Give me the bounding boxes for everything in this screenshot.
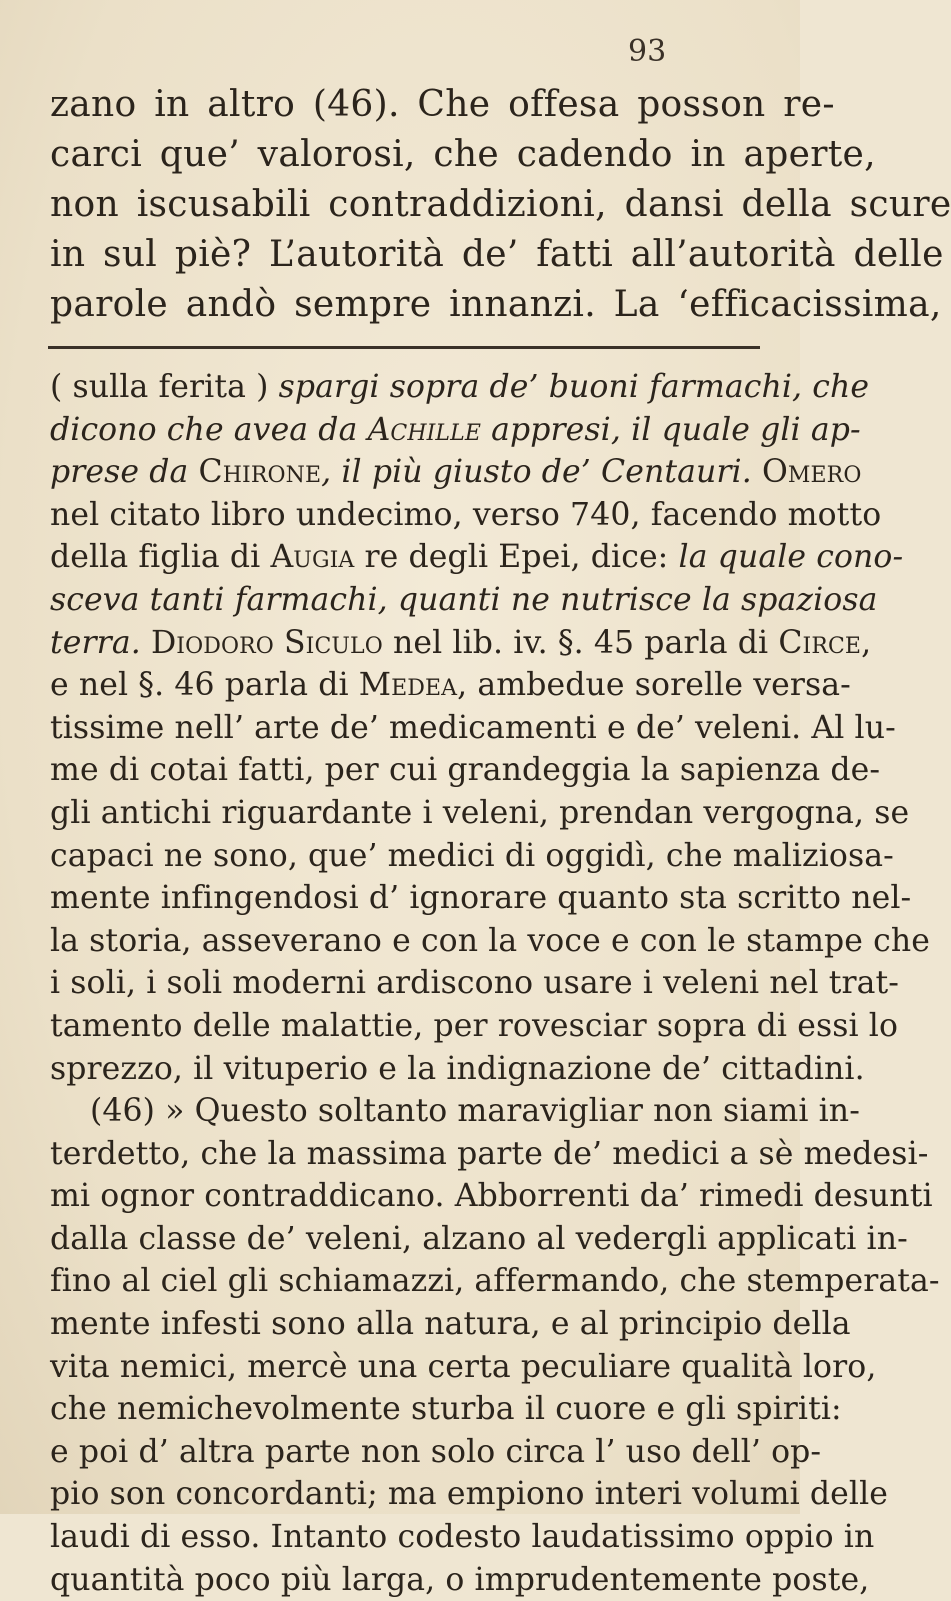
text-span: e nel §. 46 parla di bbox=[50, 667, 359, 704]
footnote-line: e poi d’ altra parte non solo circa l’ uso dell’ op- bbox=[50, 1433, 822, 1470]
footnote-line: tissime nell’ arte de’ medicamenti e de’ veleni. Al lu- bbox=[50, 709, 896, 746]
italic-span: appresi, il quale gli ap- bbox=[481, 411, 861, 448]
footnote-line bbox=[50, 622, 872, 665]
footnote-line: sprezzo, il vituperio e la indignazione de’ cittadini. bbox=[50, 1050, 865, 1087]
italic-span: dicono che avea da bbox=[50, 411, 368, 448]
page-number: 93 bbox=[628, 34, 667, 69]
footnote-separator bbox=[48, 346, 760, 349]
italic-span: spargi sopra de’ buoni farmachi, che bbox=[278, 369, 870, 405]
smallcaps-name: Achille bbox=[367, 411, 481, 448]
footnote-line: quantità poco più larga, o imprudentemente poste, bbox=[50, 1561, 870, 1598]
footnote-line bbox=[50, 536, 904, 579]
text-span: re degli Epei, dice: bbox=[354, 539, 679, 576]
italic-span: sceva tanti farmachi, quanti ne nutrisce la spaziosa bbox=[50, 581, 878, 618]
smallcaps-name: Diodoro Siculo bbox=[150, 624, 383, 661]
footnote-line: che nemichevolmente sturba il cuore e gli spiriti: bbox=[50, 1391, 842, 1428]
footnote-line bbox=[50, 366, 870, 409]
smallcaps-name: Chirone bbox=[198, 454, 322, 491]
text-line: in sul piè? L’autorità de’ fatti all’autorità delle bbox=[50, 234, 944, 275]
footnote-line: dalla classe de’ veleni, alzano al vedergli applicati in- bbox=[50, 1220, 908, 1257]
italic-span: terra. bbox=[50, 624, 141, 661]
text-span: della figlia di bbox=[50, 539, 271, 576]
text-line: carci que’ valorosi, che cadendo in aperte, bbox=[50, 134, 876, 175]
footnote-line: mi ognor contraddicano. Abborrenti da’ rimedi desunti bbox=[50, 1178, 933, 1215]
main-text bbox=[50, 80, 951, 330]
footnote-line: vita nemici, mercè una certa peculiare qualità loro, bbox=[50, 1348, 877, 1385]
text-line: zano in altro (46). Che offesa posson re- bbox=[50, 84, 835, 125]
text-span: ( sulla ferita ) bbox=[50, 369, 279, 405]
footnote-line: nel citato libro undecimo, verso 740, facendo motto bbox=[50, 496, 882, 533]
italic-span: la quale cono- bbox=[678, 539, 904, 576]
text-line: parole andò sempre innanzi. La ‘efficacissima, bbox=[50, 284, 942, 325]
footnote-line: la storia, asseverano e con la voce e con le stampe che bbox=[50, 922, 931, 959]
footnote-line: laudi di esso. Intanto codesto laudatissimo oppio in bbox=[50, 1519, 875, 1556]
footnote-line: i soli, i soli moderni ardiscono usare i veleni nel trat- bbox=[50, 965, 900, 1002]
text-span: nel lib. iv. §. 45 parla di bbox=[382, 624, 779, 661]
text-span bbox=[141, 625, 151, 661]
footnote-line: capaci ne sono, que’ medici di oggidì, che maliziosa- bbox=[50, 837, 894, 874]
smallcaps-name: Augia bbox=[270, 539, 355, 576]
text-line: non iscusabili contraddizioni, dansi della scure bbox=[50, 184, 951, 225]
footnote-line bbox=[50, 664, 851, 707]
footnote-line: fino al ciel gli schiamazzi, affermando, che stemperata- bbox=[50, 1263, 940, 1300]
footnote-line: terdetto, che la massima parte de’ medici a sè medesi- bbox=[50, 1135, 929, 1172]
text-span: , ambedue sorelle versa- bbox=[457, 667, 851, 704]
smallcaps-name: Omero bbox=[761, 454, 862, 491]
footnote-line bbox=[50, 579, 878, 622]
footnote-line bbox=[50, 409, 861, 452]
footnote-line: me di cotai fatti, per cui grandeggia la sapienza de- bbox=[50, 752, 881, 789]
italic-span: prese da bbox=[50, 454, 199, 491]
footnote-line: mente infesti sono alla natura, e al principio della bbox=[50, 1306, 851, 1343]
smallcaps-name: Circe, bbox=[778, 624, 872, 661]
smallcaps-name: Medea bbox=[358, 667, 458, 704]
footnote-line: (46) » Questo soltanto maravigliar non siami in- bbox=[90, 1093, 860, 1130]
footnote-line bbox=[50, 451, 862, 494]
footnote-line: gli antichi riguardante i veleni, prendan vergogna, se bbox=[50, 794, 910, 831]
footnote-line: tamento delle malattie, per rovesciar sopra di essi lo bbox=[50, 1007, 899, 1044]
footnote-line: pio son concordanti; ma empiono interi volumi delle bbox=[50, 1476, 889, 1513]
footnote-line: mente infingendosi d’ ignorare quanto sta scritto nel- bbox=[50, 880, 912, 917]
italic-span: , il più giusto de’ Centauri. bbox=[321, 454, 762, 491]
footnote-block bbox=[50, 366, 940, 1601]
